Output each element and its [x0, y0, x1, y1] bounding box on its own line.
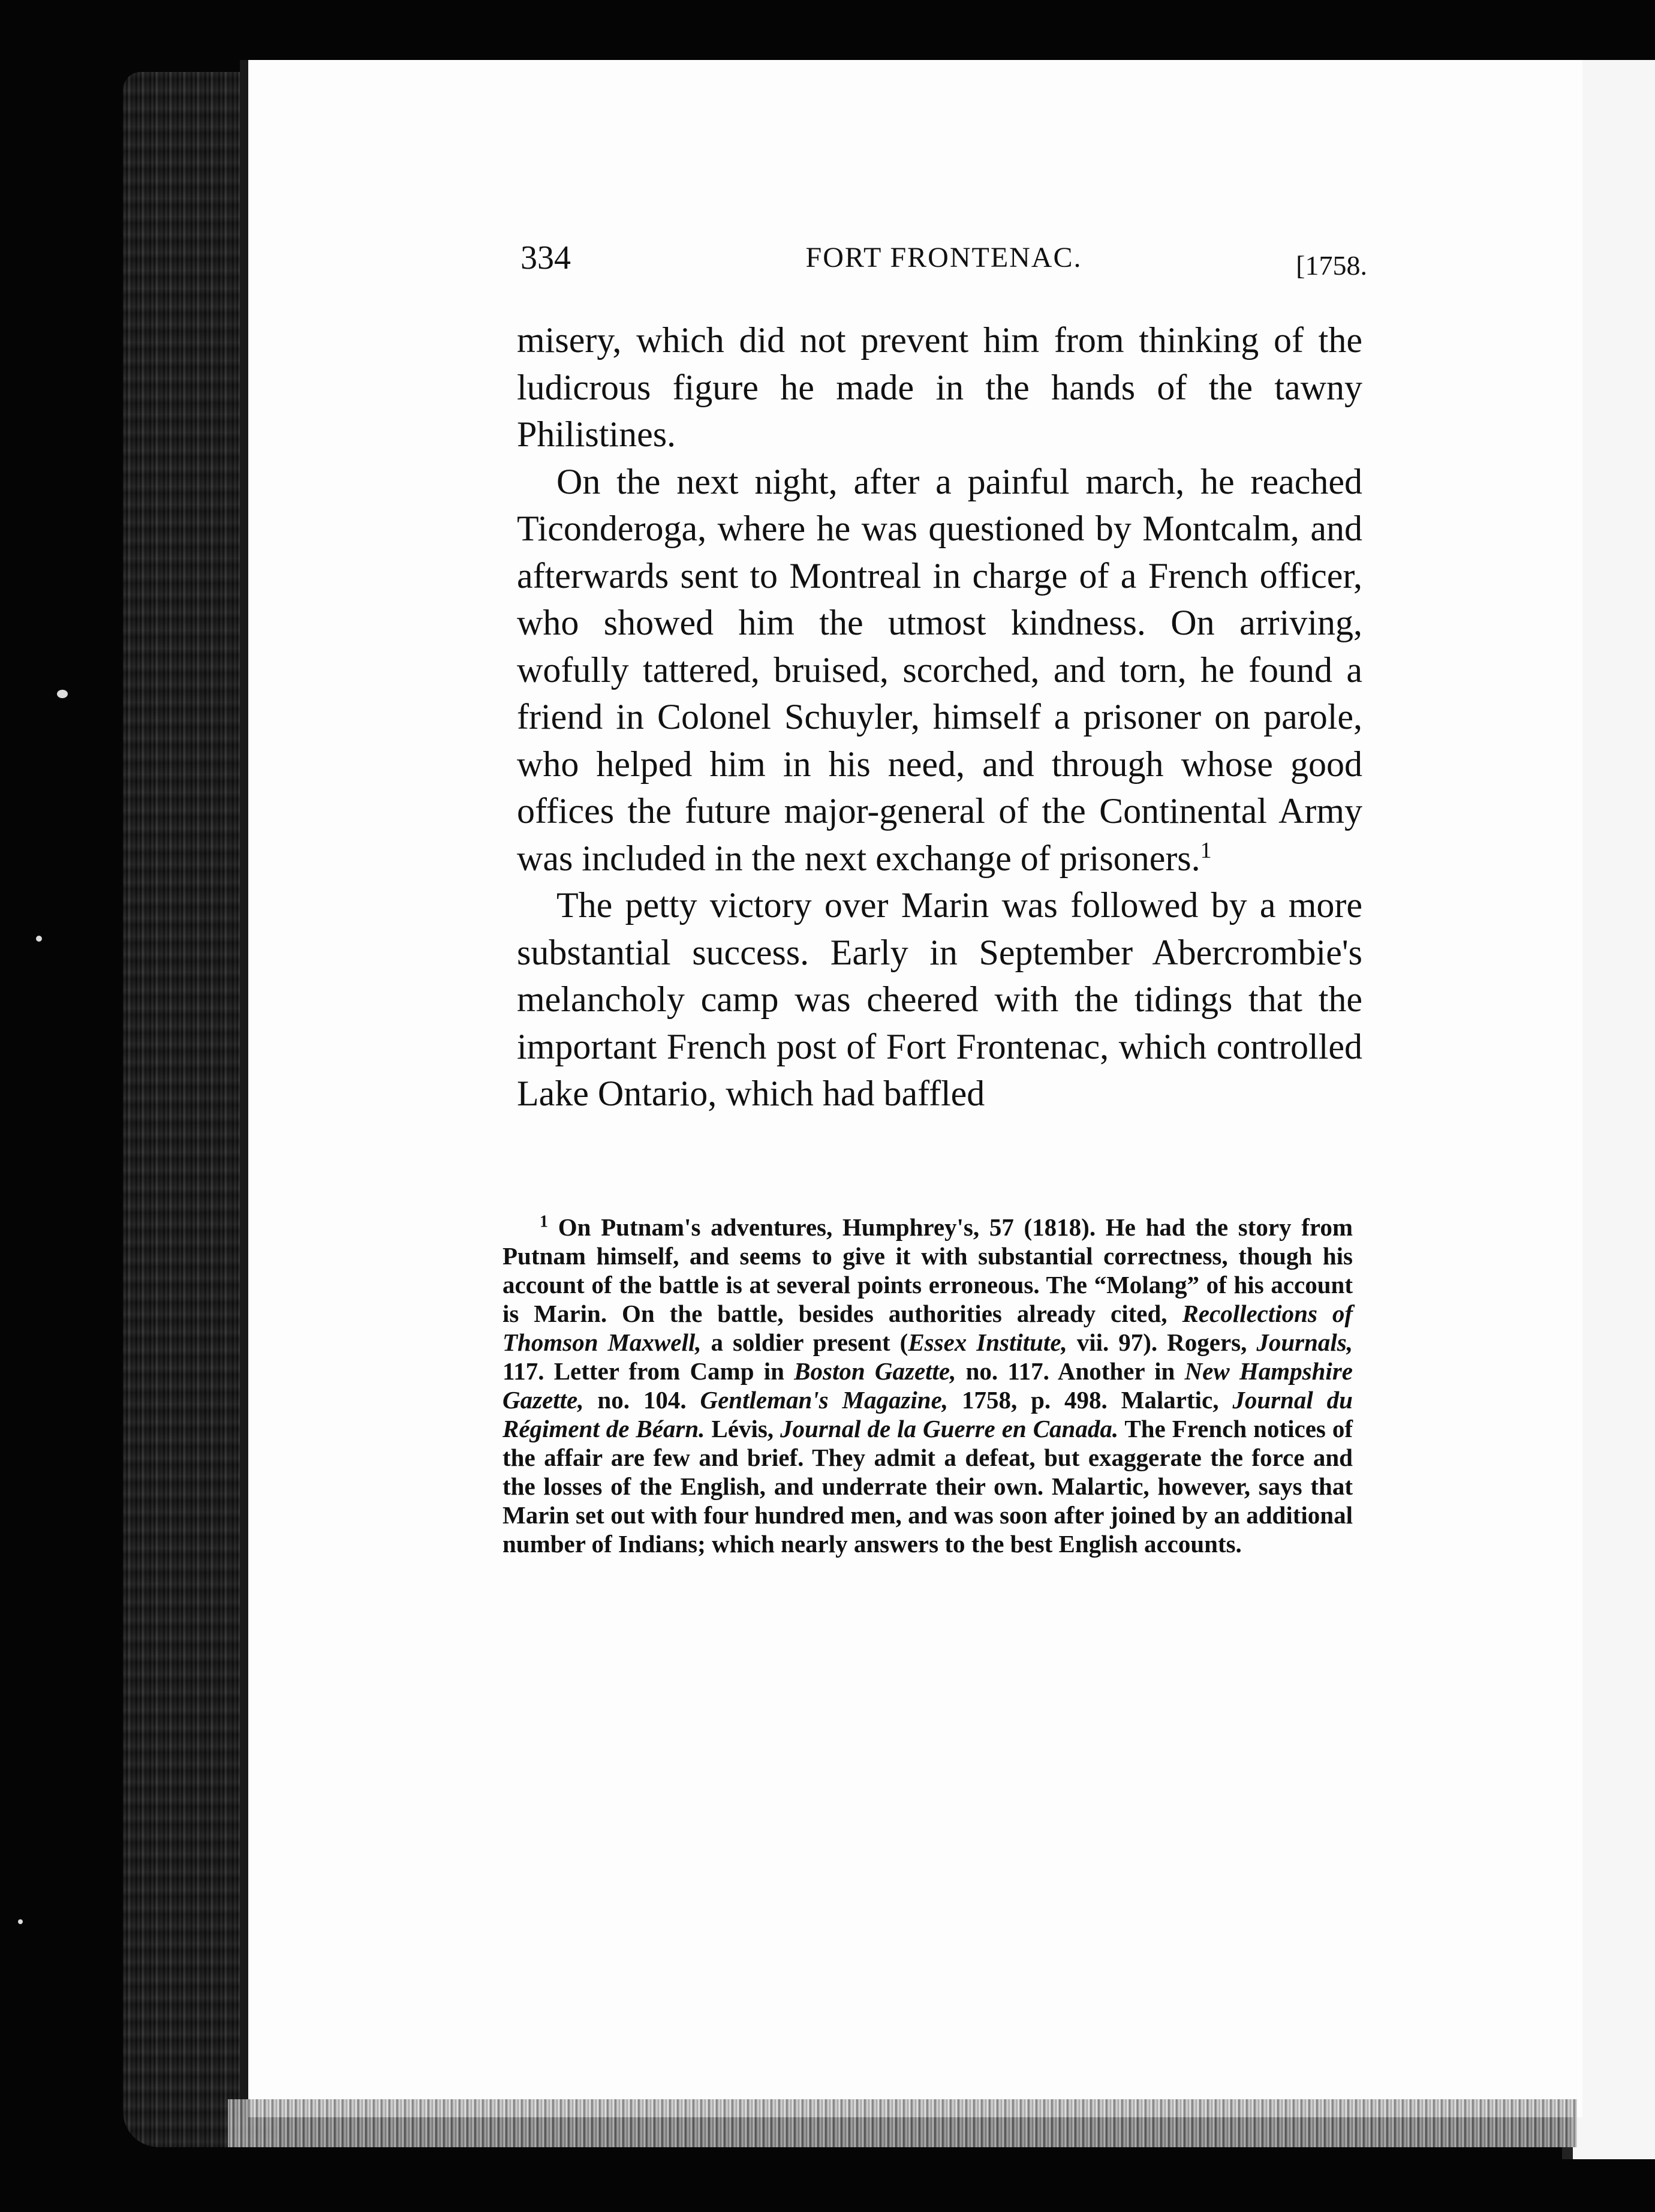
- footnote-citation: Gentleman's Magazine,: [700, 1386, 949, 1414]
- running-header: [520, 239, 1367, 287]
- footnote-text: vii. 97). Rogers,: [1067, 1329, 1257, 1356]
- paragraph-text: The petty victory over Marin was followed by a more substantial success. Early in September Abercrombie's melancholy camp was cheered with the tidings that the important French post of Fort Frontenac, which controlled Lake Ontario, which had baffled: [517, 885, 1362, 1113]
- footnote-citation: Journals,: [1256, 1329, 1353, 1356]
- footnote-text: Lévis,: [705, 1415, 781, 1442]
- paragraph-text: misery, which did not prevent him from thinking of the ludicrous figure he made in the hands of the tawny Philistines.: [517, 320, 1362, 454]
- footnote-text: 117. Letter from Camp in: [502, 1357, 795, 1385]
- footnote-citation: Essex Institute,: [908, 1329, 1067, 1356]
- page-number: 334: [520, 239, 571, 276]
- footnote-citation: Boston Gazette,: [794, 1357, 956, 1385]
- footnote-text: 1758, p. 498. Malartic,: [948, 1386, 1233, 1414]
- scan-speck: [18, 1919, 23, 1924]
- scan-speck: [36, 936, 42, 942]
- footnote-citation: Journal du Régiment de Béarn.: [502, 1386, 1353, 1442]
- footnote-text: a soldier present (: [701, 1329, 908, 1356]
- footnote-text: no. 104.: [583, 1386, 700, 1414]
- footnote-text: On Putnam's adventures, Humphrey's, 57 (1818). He had the story from Putnam himself, and seems to give it with substantial correctness, though his account of the battle is at several points erroneous. The “Molang” of his account is Marin. On the battle, besides authorities already cited,: [502, 1213, 1353, 1327]
- running-title: FORT FRONTENAC.: [805, 242, 1082, 274]
- footnote-citation: Recollections of Thomson Maxwell,: [502, 1300, 1353, 1356]
- footnote-citation: New Hampshire Gazette,: [502, 1357, 1353, 1414]
- running-year: [1758.: [1296, 250, 1367, 281]
- page-bottom-edge: [228, 2099, 1577, 2147]
- footnote-text: The French notices of the affair are few and brief. They admit a defeat, but exaggerate the force and the losses of the English, and underrate their own. Malartic, however, says that Marin set out with four hundred men, and was soon after joined by an additional number of Indians; which nearly answers to the best English accounts.: [502, 1415, 1353, 1558]
- footnote-reference: 1: [1200, 837, 1212, 863]
- footnote-mark: 1: [540, 1212, 548, 1231]
- paragraph: [517, 458, 1362, 882]
- paragraph-text: On the next night, after a painful march, he reached Ticonderoga, where he was questioned by Montcalm, and afterwards sent to Montreal in charge of a French officer, who showed him the utmost kindness. On arriving, wofully tattered, bruised, scorched, and torn, he found a friend in Colonel Schuyler, himself a prisoner on parole, who helped him in his need, and through whose good offices the future major-general of the Continental Army was included in the next exchange of prisoners.: [517, 461, 1362, 878]
- body-text: [517, 317, 1362, 1117]
- paragraph: [517, 317, 1362, 458]
- footnote: [502, 1213, 1353, 1558]
- paragraph: [517, 882, 1362, 1117]
- footnote-paragraph: [502, 1213, 1353, 1558]
- footnote-text: no. 117. Another in: [956, 1357, 1185, 1385]
- footnote-citation: Journal de la Guerre en Canada.: [780, 1415, 1119, 1442]
- scan-speck: [57, 690, 68, 698]
